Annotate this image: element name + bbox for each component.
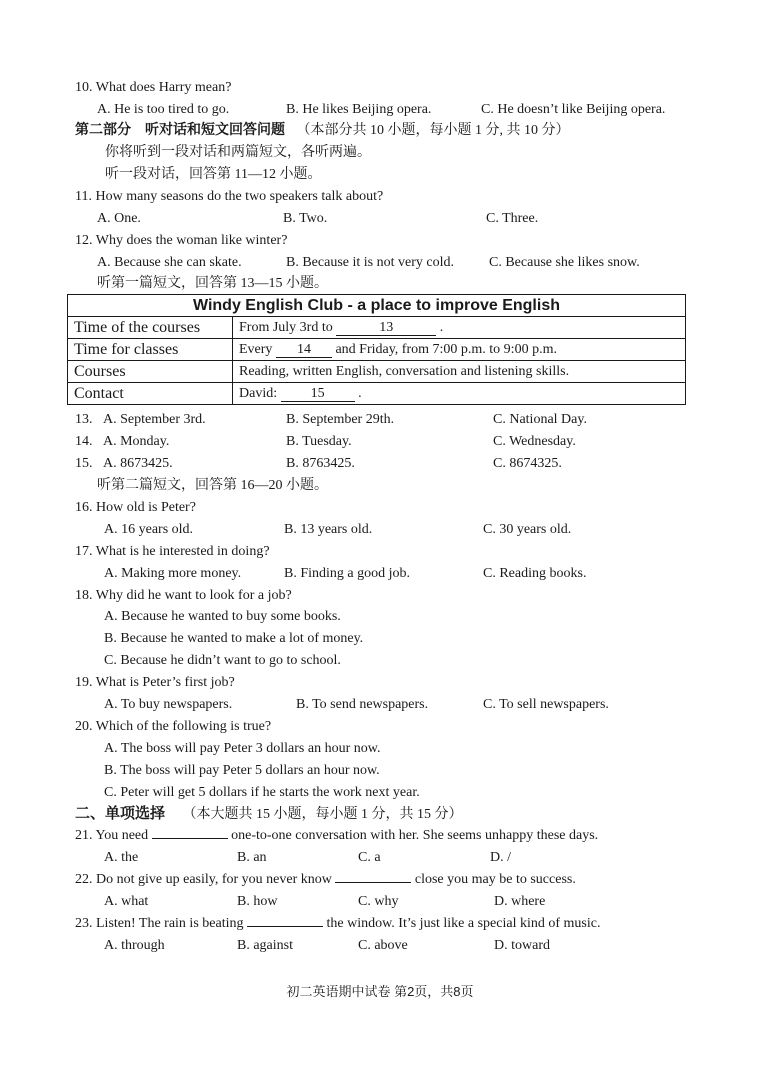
question-18-option-b: B. Because he wanted to make a lot of money.: [104, 631, 364, 646]
question-22-option-b: B. how: [237, 894, 278, 909]
question-21-stem: [75, 827, 598, 845]
question-20-stem: 20. Which of the following is true?: [75, 719, 272, 734]
club-table-header-row: [68, 295, 686, 317]
question-15-option-a: A. 8673425.: [103, 456, 173, 471]
question-14-number: 14.: [75, 434, 93, 449]
question-22-stem-pre: 22. Do not give up easily, for you never know: [75, 872, 332, 887]
question-17-option-b: B. Finding a good job.: [284, 566, 411, 581]
question-10-option-c: C. He doesn’t like Beijing opera.: [481, 102, 666, 117]
question-10-stem: 10. What does Harry mean?: [75, 80, 232, 95]
question-19-option-a: A. To buy newspapers.: [104, 697, 233, 712]
question-21-option-c: C. a: [358, 850, 381, 865]
club-row-value: [233, 339, 686, 361]
question-22-stem-post: close you may be to success.: [414, 872, 576, 887]
club-table-row: [68, 361, 686, 383]
question-23-stem-pre: 23. Listen! The rain is beating: [75, 916, 244, 931]
question-12-option-b: B. Because it is not very cold.: [286, 255, 454, 270]
club-row-key: Time of the courses: [68, 317, 233, 339]
answer-blank-15: 15: [281, 386, 355, 402]
question-13-option-c: C. National Day.: [493, 412, 587, 427]
question-23-option-c: C. above: [358, 938, 408, 953]
question-23-option-a: A. through: [104, 938, 165, 953]
question-16-option-b: B. 13 years old.: [284, 522, 373, 537]
question-15-option-b: B. 8763425.: [286, 456, 355, 471]
question-21-stem-pre: 21. You need: [75, 828, 149, 843]
question-23-option-d: D. toward: [494, 938, 550, 953]
club-row-value-pre: David:: [239, 385, 278, 401]
question-20-option-c: C. Peter will get 5 dollars if he starts the work next year.: [104, 785, 420, 800]
club-row-value-pre: From July 3rd to: [239, 319, 333, 335]
club-row-value-post: .: [439, 319, 444, 335]
question-23-blank: [247, 926, 323, 927]
question-11-option-b: B. Two.: [283, 211, 328, 226]
part-2-heading: [75, 122, 570, 140]
question-22-option-a: A. what: [104, 894, 149, 909]
question-19-stem: 19. What is Peter’s first job?: [75, 675, 235, 690]
part-2-intro-1: 你将听到一段对话和两篇短文，各听两遍。: [105, 145, 371, 160]
question-10-option-b: B. He likes Beijing opera.: [286, 102, 432, 117]
question-11-option-c: C. Three.: [486, 211, 539, 226]
question-21-option-b: B. an: [237, 850, 267, 865]
part-2-intro-2: 听一段对话，回答第 11—12 小题。: [105, 167, 322, 182]
question-19-option-b: B. To send newspapers.: [296, 697, 429, 712]
question-10-option-a: A. He is too tired to go.: [97, 102, 230, 117]
club-info-table: [67, 294, 686, 405]
question-11-option-a: A. One.: [97, 211, 141, 226]
question-12-option-c: C. Because she likes snow.: [489, 255, 640, 270]
question-16-stem: 16. How old is Peter?: [75, 500, 196, 515]
question-22-blank: [335, 882, 411, 883]
question-21-option-d: D. /: [490, 850, 511, 865]
club-row-value-post: .: [358, 385, 362, 401]
page-footer: 初二英语期中试卷 第2页，共8页: [286, 984, 474, 999]
club-row-value: [233, 383, 686, 405]
question-14-option-b: B. Tuesday.: [286, 434, 352, 449]
question-17-option-c: C. Reading books.: [483, 566, 587, 581]
part-2-note: （本部分共 10 小题，每小题 1 分, 共 10 分）: [296, 123, 570, 138]
question-13-number: 13.: [75, 412, 93, 427]
question-18-option-c: C. Because he didn’t want to go to school.: [104, 653, 341, 668]
club-row-value-pre: Every: [239, 341, 273, 357]
question-16-option-a: A. 16 years old.: [104, 522, 194, 537]
question-11-stem: 11. How many seasons do the two speakers talk about?: [75, 189, 384, 204]
question-21-blank: [152, 838, 228, 839]
section-2-note: （本大题共 15 小题，每小题 1 分，共 15 分）: [182, 807, 463, 822]
club-row-key: Contact: [68, 383, 233, 405]
question-12-stem: 12. Why does the woman like winter?: [75, 233, 288, 248]
question-13-option-b: B. September 29th.: [286, 412, 395, 427]
question-21-stem-post: one-to-one conversation with her. She seems unhappy these days.: [231, 828, 599, 843]
question-20-option-a: A. The boss will pay Peter 3 dollars an hour now.: [104, 741, 381, 756]
question-20-option-b: B. The boss will pay Peter 5 dollars an hour now.: [104, 763, 380, 778]
club-table-title: Windy English Club - a place to improve English: [68, 295, 686, 317]
question-17-option-a: A. Making more money.: [104, 566, 242, 581]
question-14-option-a: A. Monday.: [103, 434, 170, 449]
question-17-stem: 17. What is he interested in doing?: [75, 544, 270, 559]
question-15-number: 15.: [75, 456, 93, 471]
club-row-value: Reading, written English, conversation and listening skills.: [233, 361, 686, 383]
section-2-title: 二、单项选择: [75, 806, 166, 822]
question-14-option-c: C. Wednesday.: [493, 434, 576, 449]
club-row-key: Time for classes: [68, 339, 233, 361]
club-table-row: [68, 317, 686, 339]
club-table-row: [68, 339, 686, 361]
club-row-key: Courses: [68, 361, 233, 383]
question-19-option-c: C. To sell newspapers.: [483, 697, 609, 712]
question-23-stem-post: the window. It’s just like a special kind of music.: [326, 916, 601, 931]
club-table-row: [68, 383, 686, 405]
question-22-option-d: D. where: [494, 894, 546, 909]
part-2-title: 第二部分 听对话和短文回答问题: [75, 123, 285, 138]
answer-blank-14: 14: [276, 342, 332, 358]
question-15-option-c: C. 8674325.: [493, 456, 562, 471]
question-23-option-b: B. against: [237, 938, 293, 953]
passage-1-intro: 听第一篇短文，回答第 13—15 小题。: [97, 276, 328, 291]
question-18-option-a: A. Because he wanted to buy some books.: [104, 609, 341, 624]
question-22-option-c: C. why: [358, 894, 399, 909]
section-2-heading: [75, 805, 463, 824]
question-21-option-a: A. the: [104, 850, 139, 865]
question-18-stem: 18. Why did he want to look for a job?: [75, 588, 292, 603]
passage-2-intro: 听第二篇短文，回答第 16—20 小题。: [97, 478, 328, 493]
question-12-option-a: A. Because she can skate.: [97, 255, 242, 270]
question-22-stem: [75, 871, 576, 889]
question-13-option-a: A. September 3rd.: [103, 412, 206, 427]
question-23-stem: [75, 915, 600, 933]
club-row-value: [233, 317, 686, 339]
question-16-option-c: C. 30 years old.: [483, 522, 572, 537]
answer-blank-13: 13: [336, 320, 436, 336]
club-row-value-post: and Friday, from 7:00 p.m. to 9:00 p.m.: [335, 341, 557, 357]
